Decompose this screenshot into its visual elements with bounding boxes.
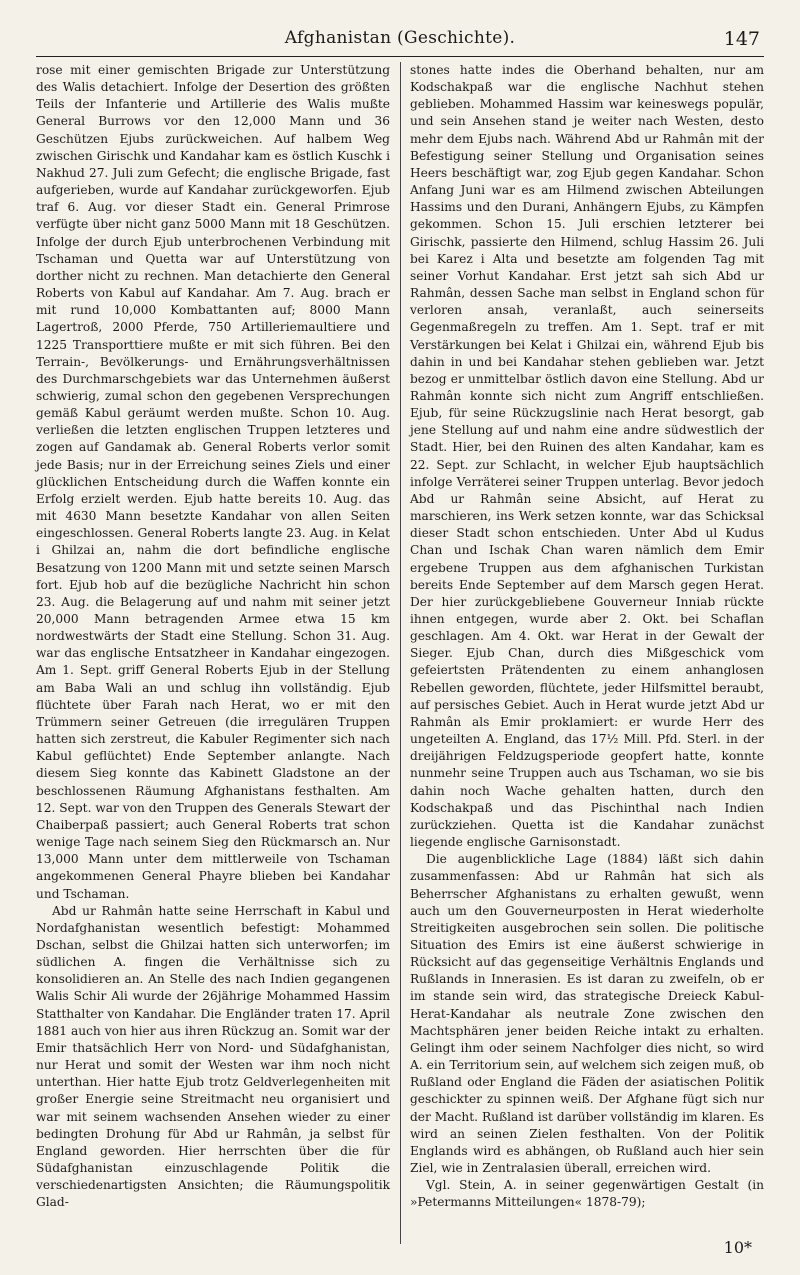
left-column	[36, 62, 390, 1211]
page-number: 147	[723, 28, 760, 50]
signature-mark: 10*	[723, 1238, 752, 1257]
paragraph: rose mit einer gemischten Brigade zur Unterstützung des Walis detachiert. Infolge der Desertion des größten Teils der Infanterie und Artillerie des Walis mußte General Burrows vor den 12,000 Mann und 36 Geschützen Ejubs zurückweichen. Auf halbem Weg zwischen Girischk und Kandahar kam es östlich Kuschk i Nakhud 27. Juli zum Gefecht; die englische Brigade, fast aufgerieben, wurde auf Kandahar zurückgeworfen. Ejub traf 6. Aug. vor dieser Stadt ein. General Primrose verfügte über nicht ganz 5000 Mann mit 18 Geschützen. Infolge der durch Ejub unterbrochenen Verbindung mit Tschaman und Quetta war auf Unterstützung von dorther nicht zu rechnen. Man detachierte den General Roberts von Kabul auf Kandahar. Am 7. Aug. brach er mit rund 10,000 Kombattanten auf; 8000 Mann Lagertroß, 2000 Pferde, 750 Artilleriemaultiere und 1225 Transporttiere mußte er mit sich führen. Bei den Terrain-, Bevölkerungs- und Ernährungsverhältnissen des Durchmarschgebiets war das Unternehmen äußerst schwierig, zumal schon den gegebenen Versprechungen gemäß Kabul geräumt werden mußte. Schon 10. Aug. verließen die letzten englischen Truppen letzteres und zogen auf Gandamak ab. General Roberts verlor somit jede Basis; nur in der Erreichung seines Ziels und einer glücklichen Entscheidung durch die Waffen konnte ein Erfolg erzielt werden. Ejub hatte bereits 10. Aug. das mit 4630 Mann besetzte Kandahar von allen Seiten eingeschlossen. General Roberts langte 23. Aug. in Kelat i Ghilzai an, nahm die dort befindliche englische Besatzung von 1200 Mann mit und setzte seinen Marsch fort. Ejub hob auf die bezügliche Nachricht hin schon 23. Aug. die Belagerung auf und nahm mit seiner jetzt 20,000 Mann betragenden Armee etwa 15 km nordwestwärts der Stadt eine Stellung. Schon 31. Aug. war das englische Entsatzheer in Kandahar eingezogen. Am 1. Sept. griff General Roberts Ejub in der Stellung am Baba Wali an und schlug ihn vollständig. Ejub flüchtete über Farah nach Herat, wo er mit den Trümmern seiner Getreuen (die irregulären Truppen hatten sich zerstreut, die Kabuler Regimenter sich nach Kabul geflüchtet) Ende September anlangte. Nach diesem Sieg konnte das Kabinett Gladstone an der beschlossenen Räumung Afghanistans festhalten. Am 12. Sept. war von den Truppen des Generals Stewart der Chaiberpaß passiert; auch General Roberts trat schon wenige Tage nach seinem Sieg den Rückmarsch an. Nur 13,000 Mann unter dem mittlerweile von Tschaman angekommenen General Phayre blieben bei Kandahar und Tschaman.	[36, 63, 390, 901]
right-column	[410, 62, 764, 1211]
paragraph: Vgl. Stein, A. in seiner gegenwärtigen Gestalt (in »Petermanns Mitteilungen« 1878-79);	[410, 1178, 764, 1210]
header-rule	[36, 56, 764, 57]
running-header	[36, 28, 764, 50]
paragraph: Abd ur Rahmân hatte seine Herrschaft in Kabul und Nordafghanistan wesentlich befestigt: Mohammed Dschan, selbst die Ghilzai hatten sich unterworfen; im südlichen A. fingen die Verhältnisse sich zu konsolidieren an. An Stelle des nach Indien gegangenen Walis Schir Ali wurde der 26jährige Mohammed Hassim Statthalter von Kandahar. Die Engländer traten 17. April 1881 auch von hier aus ihren Rückzug an. Somit war der Emir thatsächlich Herr von Nord- und Südafghanistan, nur Herat und somit der Westen war ihm noch nicht unterthan. Hier hatte Ejub trotz Geldverlegenheiten mit großer Energie seine Streitmacht neu organisiert und war mit seinem wachsenden Ansehen wieder zu einer bedingten Drohung für Abd ur Rahmân, ja selbst für England geworden. Hier herrschten über die für Südafghanistan einzuschlagende Politik die verschiedenartigsten Ansichten; die Räumungspolitik Glad-	[36, 903, 390, 1210]
page-title: Afghanistan (Geschichte).	[284, 28, 516, 48]
paragraph: stones hatte indes die Oberhand behalten, nur am Kodschakpaß war die englische Nachhut stehen geblieben. Mohammed Hassim war keineswegs populär, und sein Ansehen stand je weiter nach Westen, desto mehr dem Ejubs nach. Während Abd ur Rahmân mit der Befestigung seiner Stellung und Organisation seines Heers beschäftigt war, zog Ejub gegen Kandahar. Schon Anfang Juni war es am Hilmend zwischen Abteilungen Hassims und den Durani, Anhängern Ejubs, zu Kämpfen gekommen. Schon 15. Juli erschien letzterer bei Girischk, passierte den Hilmend, schlug Hassim 26. Juli bei Karez i Alta und besetzte am folgenden Tag mit seiner Vorhut Kandahar. Erst jetzt sah sich Abd ur Rahmân, dessen Sache man selbst in England schon für verloren ansah, veranlaßt, auch seinerseits Gegenmaßregeln zu treffen. Am 1. Sept. traf er mit Verstärkungen bei Kelat i Ghilzai ein, während Ejub bis dahin in und bei Kandahar stehen geblieben war. Jetzt bezog er unmittelbar östlich davon eine Stellung. Abd ur Rahmân konnte sich nicht zum Angriff entschließen. Ejub, für seine Rückzugslinie nach Herat besorgt, gab jene Stellung auf und nahm eine andre südwestlich der Stadt. Hier, bei den Ruinen des alten Kandahar, kam es 22. Sept. zur Schlacht, in welcher Ejub hauptsächlich infolge Verräterei seiner Truppen unterlag. Bevor jedoch Abd ur Rahmân seine Absicht, auf Herat zu marschieren, ins Werk setzen konnte, war das Schicksal dieser Stadt schon entschieden. Unter Abd ul Kudus Chan und Ischak Chan waren nämlich dem Emir ergebene Truppen aus dem afghanischen Turkistan bereits Ende September auf dem Marsch gegen Herat. Der hier zurückgebliebene Gouverneur Inniab rückte ihnen entgegen, wurde aber 2. Okt. bei Schaflan geschlagen. Am 4. Okt. war Herat in der Gewalt der Sieger. Ejub Chan, durch dies Mißgeschick vom gefeiertsten Prätendenten zu einem anhanglosen Rebellen geworden, flüchtete, jeder Hilfsmittel beraubt, auf persisches Gebiet. Auch in Herat wurde jetzt Abd ur Rahmân als Emir proklamiert: er wurde Herr des ungeteilten A. England, das 17½ Mill. Pfd. Sterl. in der dreijährigen Feldzugsperiode geopfert hatte, konnte nunmehr seine Truppen auch aus Tschaman, wo sie bis dahin noch Wache gehalten hatten, durch den Kodschakpaß und das Pischinthal nach Indien zurückziehen. Quetta ist die Kandahar zunächst liegende englische Garnisonstadt.	[410, 63, 764, 850]
column-divider	[400, 62, 401, 1244]
paragraph: Die augenblickliche Lage (1884) läßt sich dahin zusammenfassen: Abd ur Rahmân hat sich als Beherrscher Afghanistans zu erhalten gewußt, wenn auch um den Gouverneurposten in Herat wiederholte Streitigkeiten ausgebrochen sein sollen. Die politische Situation des Emirs ist eine äußerst schwierige in Rücksicht auf das gegenseitige Verhältnis Englands und Rußlands in Innerasien. Es ist daran zu zweifeln, ob er im stande sein wird, das strategische Dreieck Kabul-Herat-Kandahar als neutrale Zone zwischen den Machtsphären jener beiden Reiche intakt zu erhalten. Gelingt ihm oder seinem Nachfolger dies nicht, so wird A. ein Territorium sein, auf welchem sich zeigen muß, ob Rußland oder England die Fäden der asiatischen Politik geschickter zu spinnen weiß. Der Afghane fügt sich nur der Macht. Rußland ist darüber vollständig im klaren. Es wird an seinen Zielen festhalten. Von der Politik Englands wird es abhängen, ob Rußland auch hier sein Ziel, wie in Zentralasien überall, erreichen wird.	[410, 852, 764, 1175]
